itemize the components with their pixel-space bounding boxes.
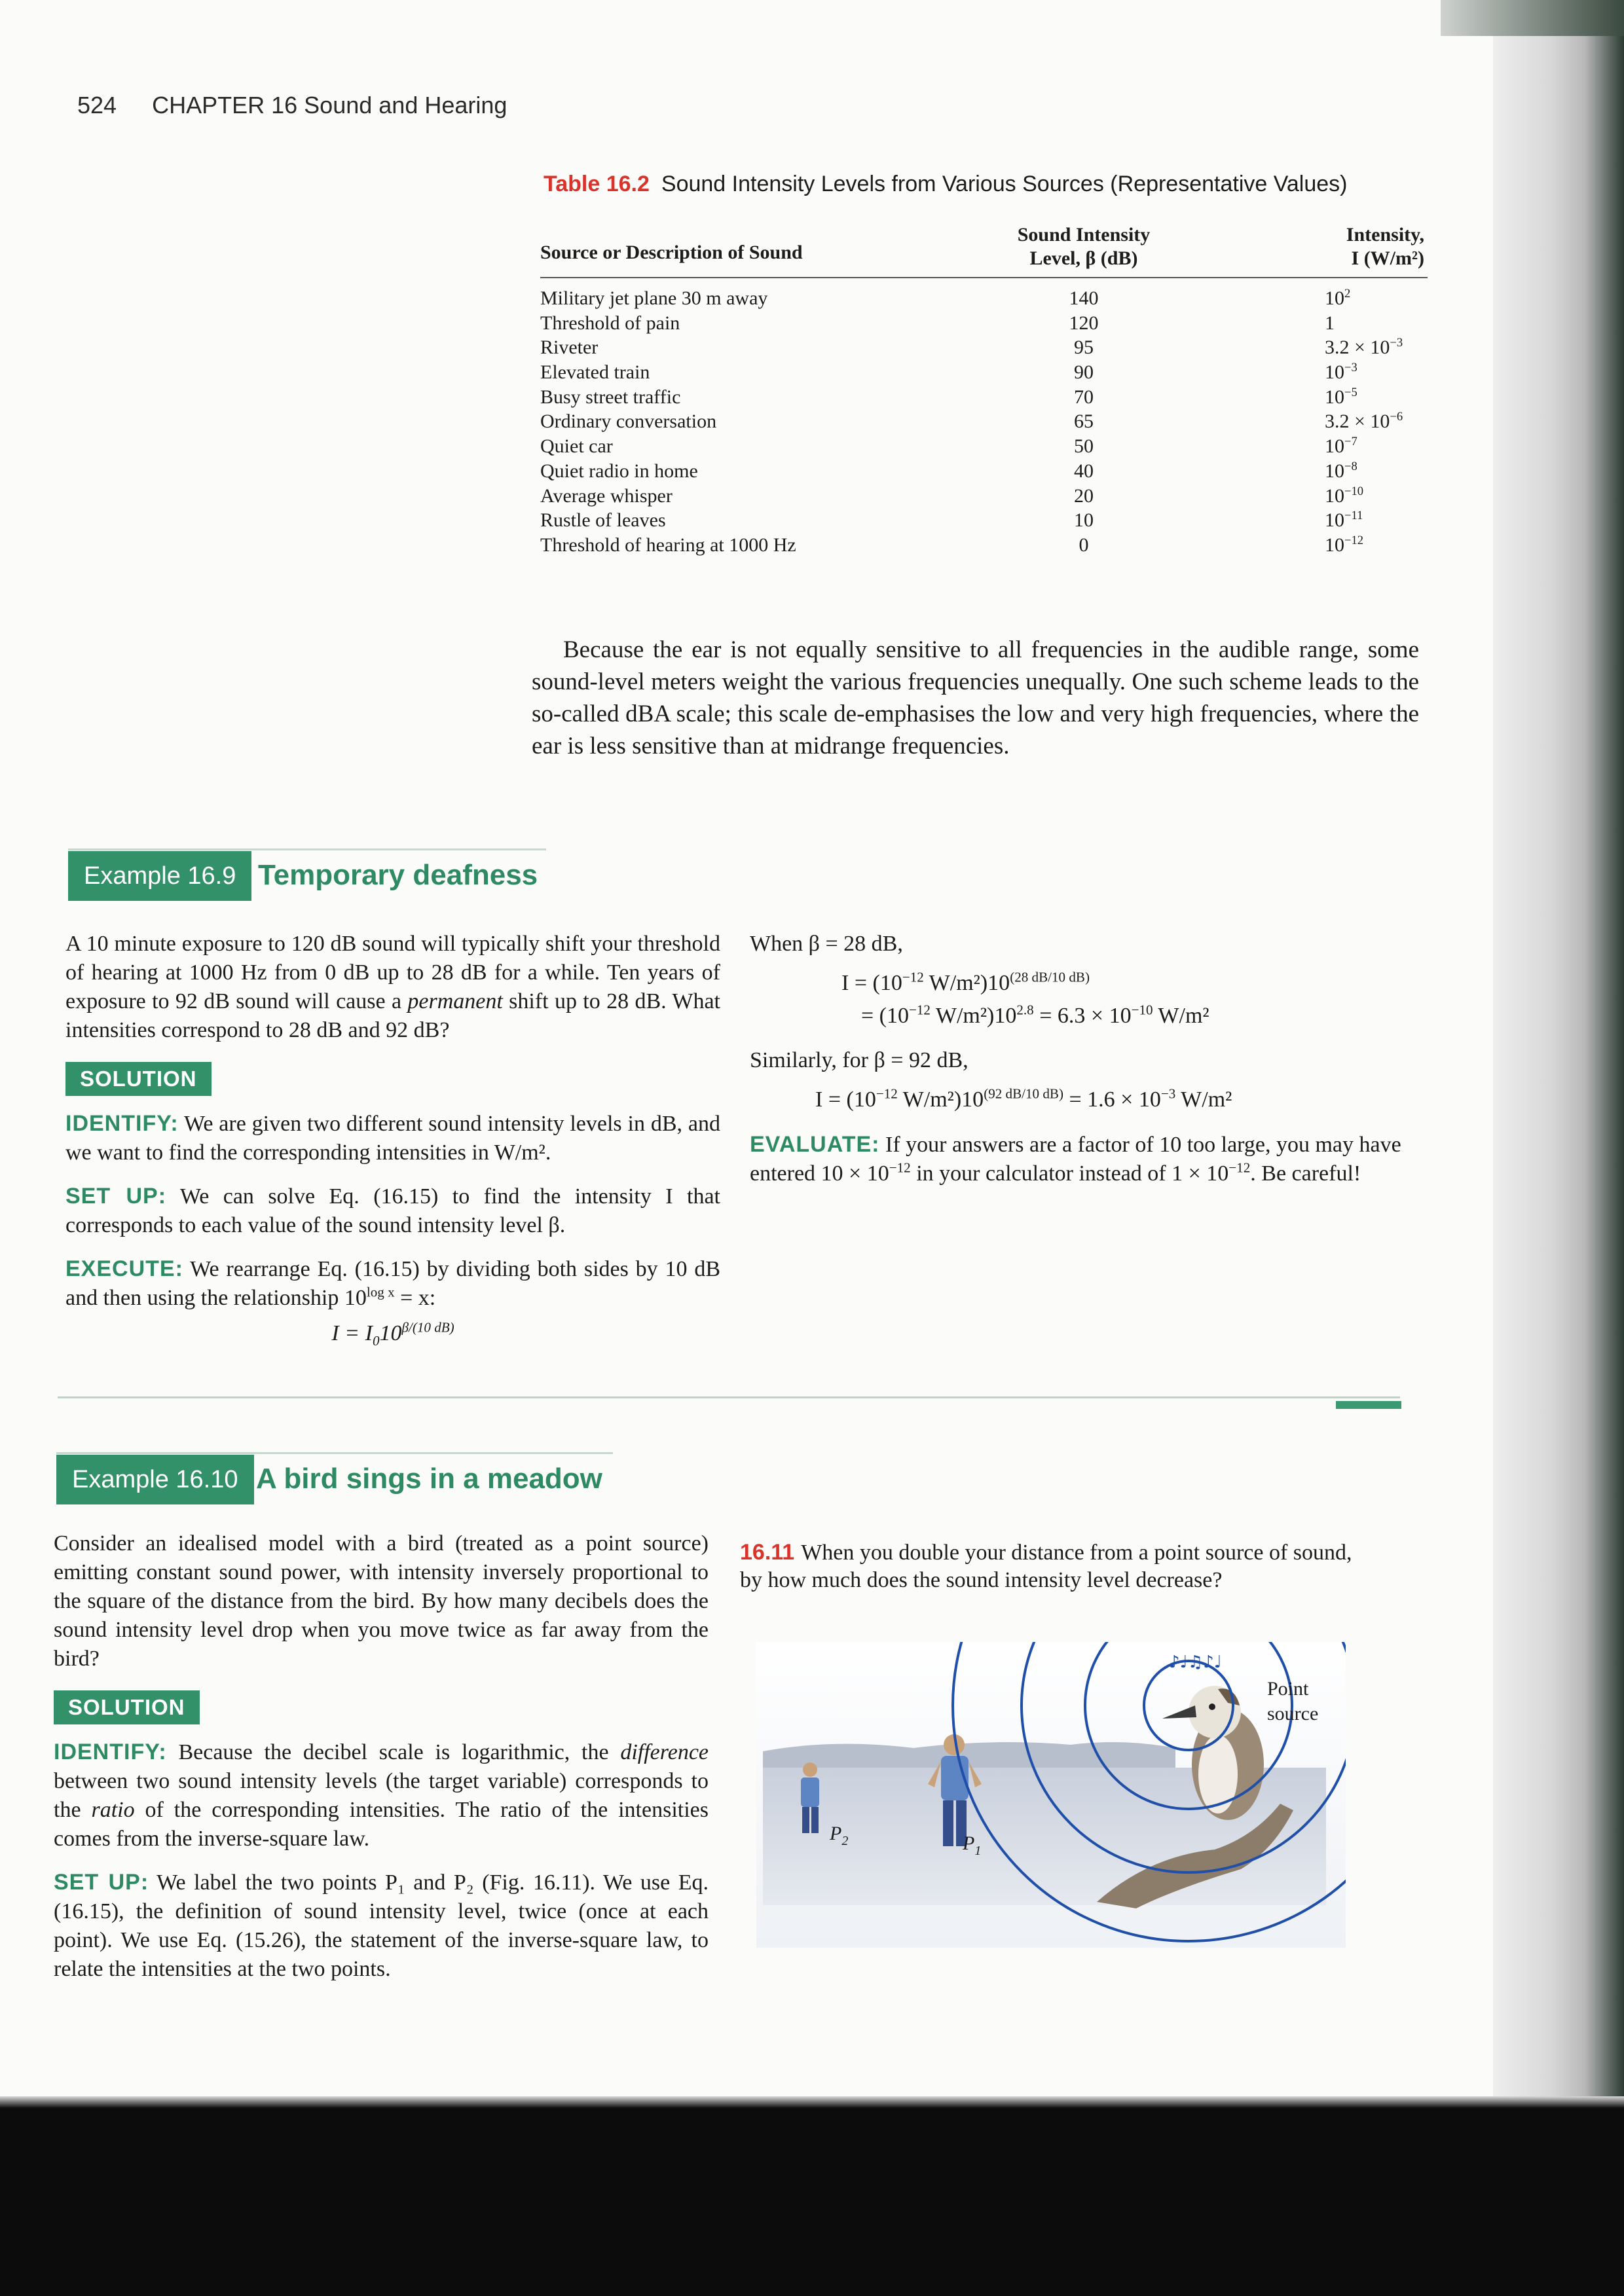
eq3-part-d: W/m² — [1175, 1087, 1232, 1112]
eq3-exp-1: −12 — [876, 1085, 898, 1102]
equation-rearranged — [65, 1319, 720, 1348]
table-row — [540, 409, 1428, 434]
evaluate-exp-2: −12 — [1228, 1159, 1251, 1176]
intensity-cell — [1325, 533, 1363, 558]
similarly-92db: Similarly, for β = 92 dB, — [750, 1048, 969, 1072]
intensity-base: 10 — [1325, 287, 1344, 309]
intensity-exponent: −3 — [1344, 361, 1357, 375]
intensity-base: 10 — [1325, 484, 1344, 507]
identify-text: We are given two different sound intensity levels in dB, and we want to find the corresponding intensities in W/m². — [65, 1112, 720, 1165]
setup-step-2 — [54, 1868, 709, 1984]
evaluate-text-c: . Be careful! — [1250, 1161, 1361, 1186]
example-16-9-left-column — [65, 930, 720, 1362]
table-row — [540, 533, 1428, 558]
source-cell: Ordinary conversation — [540, 410, 717, 433]
figure-caption-text: When you double your distance from a point source of sound, by how much does the sound intensity level decrease? — [740, 1540, 1352, 1592]
example-title: Temporary deafness — [258, 859, 538, 891]
example-16-9-problem — [65, 930, 720, 1045]
evaluate-text-a: If your answers are a factor of 10 too large, you may have entered 10 × 10 — [750, 1133, 1401, 1186]
table-row — [540, 434, 1428, 459]
execute-text-end: = x: — [394, 1286, 436, 1310]
level-cell: 10 — [1074, 509, 1094, 532]
intensity-base: 10 — [1370, 337, 1390, 359]
book-gutter-shadow — [1493, 0, 1624, 2296]
intensity-base: 10 — [1325, 460, 1344, 482]
identify-text-b: between two sound intensity levels (the target variable) corresponds to the — [54, 1769, 709, 1822]
source-cell: Average whisper — [540, 484, 673, 507]
intensity-exponent: −6 — [1390, 410, 1403, 424]
intensity-mantissa: 3.2 × — [1325, 337, 1371, 359]
eq-exponent: β/(10 dB) — [401, 1319, 454, 1336]
solution-banner: SOLUTION — [65, 1062, 212, 1096]
eq2-part-d: W/m² — [1153, 1004, 1209, 1028]
evaluate-step — [750, 1130, 1411, 1188]
eq2-exp-2: 2.8 — [1016, 1002, 1034, 1018]
example-16-9-header — [68, 851, 546, 901]
column-header-level-line2: Level, β (dB) — [1029, 247, 1138, 269]
intensity-table — [540, 219, 1428, 558]
intensity-exponent: −7 — [1344, 435, 1357, 449]
setup-step — [65, 1182, 720, 1240]
source-cell: Quiet radio in home — [540, 460, 698, 482]
table-row — [540, 335, 1428, 360]
table-row — [540, 459, 1428, 484]
setup-text: We can solve Eq. (16.15) to find the intensity I that corresponds to each value of the sound intensity level β. — [65, 1184, 721, 1237]
intensity-cell — [1325, 311, 1335, 336]
intensity-exponent: −8 — [1344, 459, 1357, 473]
intensity-exponent: −12 — [1344, 533, 1364, 547]
column-header-level-line1: Sound Intensity — [1017, 224, 1151, 246]
intensity-exponent: −10 — [1344, 484, 1364, 498]
music-notes-icon: ♪♩♫♪♩ — [1169, 1652, 1223, 1672]
eq2-part-c: = 6.3 × 10 — [1033, 1004, 1132, 1028]
problem-emphasis: permanent — [407, 989, 503, 1013]
section-divider — [58, 1396, 1400, 1398]
figure-16-11-caption — [740, 1539, 1369, 1594]
source-cell: Riveter — [540, 337, 599, 359]
column-header-intensity — [1261, 223, 1424, 270]
intensity-cell — [1325, 286, 1350, 311]
table-row — [540, 360, 1428, 385]
execute-text: We rearrange Eq. (16.15) by dividing both sides by 10 dB and then using the relationship 10 — [65, 1257, 721, 1310]
evaluate-exp-1: −12 — [889, 1159, 911, 1176]
level-cell: 95 — [1074, 337, 1094, 359]
setup-keyword: SET UP: — [65, 1184, 167, 1209]
source-cell: Threshold of pain — [540, 312, 680, 334]
table-label: Table 16.2 — [544, 172, 650, 196]
equation-28db-line1 — [750, 969, 1411, 998]
identify-text-c: of the corresponding intensities. The ratio of the intensities comes from the inverse-square law. — [54, 1798, 709, 1851]
level-cell: 120 — [1069, 312, 1099, 334]
page-number: 524 — [77, 92, 117, 118]
label-p1-letter: P — [963, 1832, 975, 1854]
equation-28db-line2 — [750, 1002, 1411, 1030]
column-header-intensity-line1: Intensity, — [1346, 224, 1424, 246]
intensity-exponent: 2 — [1344, 287, 1351, 301]
problem-text-end: shift up to 28 dB. What intensities correspond to 28 dB and 92 dB? — [65, 989, 720, 1042]
eq3-part-a: I = (10 — [815, 1087, 876, 1112]
intensity-cell — [1325, 360, 1357, 385]
identify-text-a: Because the decibel scale is logarithmic, the — [178, 1740, 621, 1764]
eq3-exp-2: (92 dB/10 dB) — [984, 1085, 1063, 1102]
table-caption — [544, 172, 1348, 197]
example-header-rule — [68, 848, 546, 850]
example-number-badge-2: Example 16.10 — [56, 1455, 254, 1504]
execute-step — [65, 1254, 720, 1313]
eq2-part-b: W/m²)10 — [930, 1004, 1017, 1028]
intensity-base: 10 — [1370, 410, 1390, 433]
intensity-cell — [1325, 335, 1403, 360]
table-row — [540, 286, 1428, 311]
when-28db: When β = 28 dB, — [750, 932, 903, 956]
source-cell: Quiet car — [540, 435, 613, 458]
table-header-row — [540, 219, 1428, 278]
table-row — [540, 385, 1428, 410]
level-cell: 50 — [1074, 435, 1094, 458]
intensity-cell — [1325, 484, 1363, 509]
column-header-intensity-line2: I (W/m²) — [1351, 247, 1424, 269]
distant-trees — [763, 1742, 1175, 1771]
level-cell: 90 — [1074, 361, 1094, 384]
table-body — [540, 286, 1428, 558]
execute-superscript: log x — [366, 1284, 395, 1300]
running-header — [77, 92, 507, 119]
intensity-exponent: −3 — [1390, 336, 1403, 350]
intensity-cell — [1325, 459, 1357, 484]
label-source: source — [1267, 1703, 1319, 1724]
evaluate-keyword: EVALUATE: — [750, 1132, 880, 1157]
source-cell: Military jet plane 30 m away — [540, 287, 768, 309]
level-cell: 140 — [1069, 287, 1099, 309]
identify-step — [65, 1109, 720, 1167]
column-header-level — [986, 223, 1182, 270]
level-cell: 65 — [1074, 410, 1094, 433]
eq1-part-a: I = (10 — [841, 971, 902, 995]
table-title: Sound Intensity Levels from Various Sources (Representative Values) — [661, 172, 1348, 196]
level-cell: 0 — [1079, 534, 1089, 556]
execute-keyword: EXECUTE: — [65, 1256, 183, 1281]
intensity-cell — [1325, 434, 1357, 459]
intensity-cell — [1325, 508, 1363, 533]
chapter-title: Sound and Hearing — [304, 92, 507, 118]
intensity-exponent: −5 — [1344, 385, 1357, 399]
chapter-label: CHAPTER 16 — [152, 92, 298, 118]
identify-keyword: IDENTIFY: — [65, 1111, 179, 1136]
intensity-cell — [1325, 409, 1403, 434]
setup-keyword-2: SET UP: — [54, 1870, 149, 1895]
example-16-10-problem: Consider an idealised model with a bird (treated as a point source) emitting constant sound power, with intensity inversely proportional to the square of the distance from the bird. By how many decibels does the sound intensity level drop when you move twice as far away from the bird? — [54, 1531, 709, 1671]
intensity-mantissa: 3.2 × — [1325, 410, 1371, 433]
identify-emphasis-1: difference — [620, 1740, 709, 1764]
equation-92db — [750, 1085, 1411, 1114]
point-source-figure — [756, 1640, 1346, 1948]
eq-subscript: 0 — [372, 1332, 380, 1349]
source-cell: Busy street traffic — [540, 386, 681, 408]
eq3-part-c: = 1.6 × 10 — [1063, 1087, 1161, 1112]
eq1-part-b: W/m²)10 — [923, 971, 1010, 995]
scan-bottom-edge — [0, 2108, 1624, 2296]
example-16-9-right-column — [750, 930, 1411, 1203]
example-number-badge: Example 16.9 — [68, 851, 251, 901]
eq1-exp-1: −12 — [902, 969, 924, 985]
intensity-mantissa: 1 — [1325, 312, 1335, 334]
table-row — [540, 311, 1428, 336]
eq2-exp-3: −10 — [1131, 1002, 1153, 1018]
label-p2-subscript: 2 — [841, 1834, 849, 1848]
problem-text: A 10 minute exposure to 120 dB sound will typically shift your threshold of hearing at 1000 Hz from 0 dB up to 28 dB for a while. Ten years of exposure to 92 dB sound will cause a — [65, 932, 720, 1013]
intensity-base: 10 — [1325, 386, 1344, 408]
identify-keyword-2: IDENTIFY: — [54, 1740, 167, 1764]
example-16-10-left-column — [54, 1529, 709, 1998]
level-cell: 70 — [1074, 386, 1094, 408]
section-divider-mark — [1336, 1401, 1401, 1409]
source-cell: Elevated train — [540, 361, 650, 384]
label-p1-subscript: 1 — [974, 1844, 982, 1858]
eq-lhs: I = I — [331, 1321, 373, 1345]
eq3-part-b: W/m²)10 — [897, 1087, 984, 1112]
example-header-rule-2 — [56, 1452, 613, 1454]
eq3-exp-3: −3 — [1160, 1085, 1176, 1102]
intensity-cell — [1325, 385, 1357, 410]
table-row — [540, 484, 1428, 509]
label-p2-letter: P — [830, 1823, 842, 1844]
setup-text-2: We label the two points P₁ and P₂ (Fig. 16.11). We use Eq. (16.15), the definition of sound intensity level, twice (once at each point). We use Eq. (15.26), the statement of the inverse-square law, to relate the intensities at the two points. — [54, 1870, 709, 1981]
example-title-2: A bird sings in a meadow — [256, 1463, 602, 1495]
column-header-source: Source or Description of Sound — [540, 242, 803, 263]
level-cell: 40 — [1074, 460, 1094, 482]
level-cell: 20 — [1074, 484, 1094, 507]
identify-emphasis-2: ratio — [91, 1798, 135, 1822]
intensity-base: 10 — [1325, 435, 1344, 458]
dba-paragraph: Because the ear is not equally sensitive to all frequencies in the audible range, some sound-level meters weight the various frequencies unequally. One such scheme leads to the so-called dBA scale; this scale de-emphasises the low and very high frequencies, where the ear is less sensitive than at midrange frequencies. — [532, 636, 1419, 759]
figure-number: 16.11 — [740, 1540, 795, 1565]
example-16-10-header — [56, 1455, 613, 1504]
solution-banner-2: SOLUTION — [54, 1690, 200, 1724]
intensity-base: 10 — [1325, 509, 1344, 532]
source-cell: Rustle of leaves — [540, 509, 666, 532]
eq1-exp-2: (28 dB/10 dB) — [1010, 969, 1090, 985]
scan-edge — [1441, 0, 1624, 36]
intensity-exponent: −11 — [1344, 509, 1363, 523]
eq-base: 10 — [379, 1321, 402, 1345]
eq2-exp-1: −12 — [909, 1002, 931, 1018]
table-row — [540, 508, 1428, 533]
label-point: Point — [1267, 1678, 1309, 1700]
intensity-base: 10 — [1325, 361, 1344, 384]
intensity-base: 10 — [1325, 534, 1344, 556]
evaluate-text-b: in your calculator instead of 1 × 10 — [910, 1161, 1229, 1186]
identify-step-2 — [54, 1738, 709, 1853]
eq2-part-a: = (10 — [861, 1004, 909, 1028]
source-cell: Threshold of hearing at 1000 Hz — [540, 534, 796, 556]
